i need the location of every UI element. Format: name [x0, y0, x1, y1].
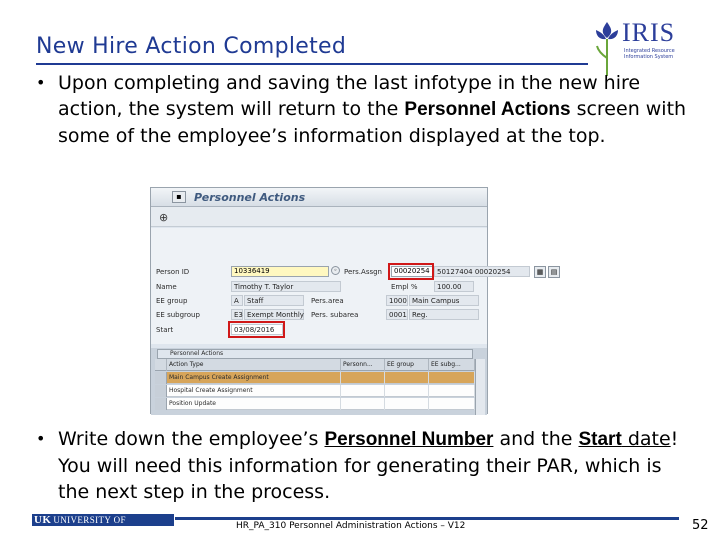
title-rule	[36, 63, 588, 65]
iris-subtitle: Integrated Resource Information System	[624, 48, 675, 60]
col-action-type[interactable]: Action Type	[167, 359, 341, 371]
row-selector[interactable]	[155, 398, 167, 410]
start-label: Start	[156, 326, 174, 334]
sap-header-form	[151, 228, 558, 344]
pers-number-highlight	[388, 263, 434, 280]
pers-assgn-field[interactable]: 00020254	[391, 266, 433, 277]
bullet-2-mid: and the	[493, 428, 579, 450]
pers-area-text: Main Campus	[409, 295, 479, 306]
bullet-1-lead: Upon completing and saving the last infotype in the new hire action, the system will return to the	[58, 72, 641, 120]
ee-group-label: EE group	[156, 297, 188, 305]
bullet-1-dot: •	[36, 73, 46, 92]
ee-subgroup-text: Exempt Monthly	[244, 309, 304, 320]
table-row[interactable]	[155, 398, 475, 410]
empl-pct-label: Empl %	[391, 283, 418, 291]
iris-wordmark: IRIS	[622, 18, 676, 47]
start-date-highlight	[228, 321, 285, 338]
ee-subgroup-label: EE subgroup	[156, 311, 200, 319]
execute-icon[interactable]: ⊕	[159, 211, 169, 224]
ee-group-cell	[385, 385, 429, 397]
bullet-1-emphasis: Personnel Actions	[404, 99, 571, 120]
table-scrollbar[interactable]	[475, 359, 485, 415]
name-label: Name	[156, 283, 177, 291]
personnel-cell	[341, 385, 385, 397]
col-ee-subgroup[interactable]: EE subg...	[429, 359, 475, 371]
bullet-2-tail: ! You will need this information for generating their PAR, which is the next step in the process.	[58, 428, 679, 503]
personnel-cell	[341, 398, 385, 410]
page-number: 52	[692, 518, 709, 533]
bullet-1-text	[58, 70, 698, 149]
ee-group-cell	[385, 398, 429, 410]
empl-pct-field: 100.00	[434, 281, 474, 292]
pers-area-label: Pers.area	[311, 297, 344, 305]
bullet-2-lead: Write down the employee’s	[58, 428, 325, 450]
action-type-cell: Position Update	[167, 398, 341, 410]
footer-rule	[175, 517, 679, 520]
row-selector[interactable]	[155, 385, 167, 397]
ee-subgroup-cell	[429, 398, 475, 410]
ee-subgroup-cell	[429, 385, 475, 397]
pers-area-code: 1000	[386, 295, 408, 306]
start-emphasis: Start	[578, 429, 622, 450]
action-type-cell: Main Campus Create Assignment	[167, 372, 341, 384]
row-selector[interactable]	[155, 372, 167, 384]
col-ee-group[interactable]: EE group	[385, 359, 429, 371]
select-all-cell[interactable]	[155, 359, 167, 371]
ee-group-code: A	[231, 295, 243, 306]
date-emphasis: date	[621, 428, 671, 450]
ee-group-text: Staff	[244, 295, 304, 306]
sap-screen-title: Personnel Actions	[194, 191, 306, 204]
sap-toolbar	[151, 207, 487, 227]
table-header	[155, 359, 475, 371]
pers-subarea-code: 0001	[386, 309, 408, 320]
iris-flower-icon	[592, 18, 622, 78]
table-row[interactable]	[155, 372, 475, 384]
ee-subgroup-code: E3	[231, 309, 243, 320]
personnel-number-emphasis: Personnel Number	[324, 429, 494, 450]
bullet-1-tail: screen with some of the employee’s information displayed at the top.	[58, 98, 687, 147]
person-id-field[interactable]: 10336419	[231, 266, 329, 277]
uk-logo	[32, 514, 174, 537]
search-icon[interactable]: ◦	[331, 266, 340, 275]
bullet-2-dot: •	[36, 429, 46, 448]
pers-assgn-extra: 50127404 00020254	[434, 266, 530, 277]
sap-menu-button[interactable]: ▪	[172, 191, 186, 203]
start-date-field: 03/08/2016	[231, 324, 283, 335]
action-type-cell: Hospital Create Assignment	[167, 385, 341, 397]
slide-title: New Hire Action Completed	[36, 34, 347, 59]
footer-course-title: HR_PA_310 Personnel Administration Actions – V12	[236, 521, 466, 531]
ee-subgroup-cell	[429, 372, 475, 384]
assignment-overview-button[interactable]: ▦	[534, 266, 546, 278]
bullet-1	[36, 70, 696, 180]
bullet-2	[36, 426, 696, 508]
pers-subarea-text: Reg.	[409, 309, 479, 320]
sap-personnel-actions-screenshot	[150, 187, 558, 414]
bullet-2-text	[58, 426, 698, 505]
personnel-cell	[341, 372, 385, 384]
uk-logo-mark: UK	[34, 514, 52, 526]
uk-logo-text: UNIVERSITY OF KENTUCKY	[32, 515, 126, 537]
ee-group-cell	[385, 372, 429, 384]
pers-assgn-label: Pers.Assgn	[344, 268, 382, 276]
table-caption: Personnel Actions	[157, 349, 473, 359]
personnel-actions-table	[151, 348, 487, 415]
pers-subarea-label: Pers. subarea	[311, 311, 359, 319]
sap-titlebar	[151, 188, 487, 207]
table-row[interactable]	[155, 385, 475, 397]
person-id-label: Person ID	[156, 268, 190, 276]
org-structure-button[interactable]: ▤	[548, 266, 560, 278]
col-personnel[interactable]: Personn...	[341, 359, 385, 371]
name-field: Timothy T. Taylor	[231, 281, 341, 292]
